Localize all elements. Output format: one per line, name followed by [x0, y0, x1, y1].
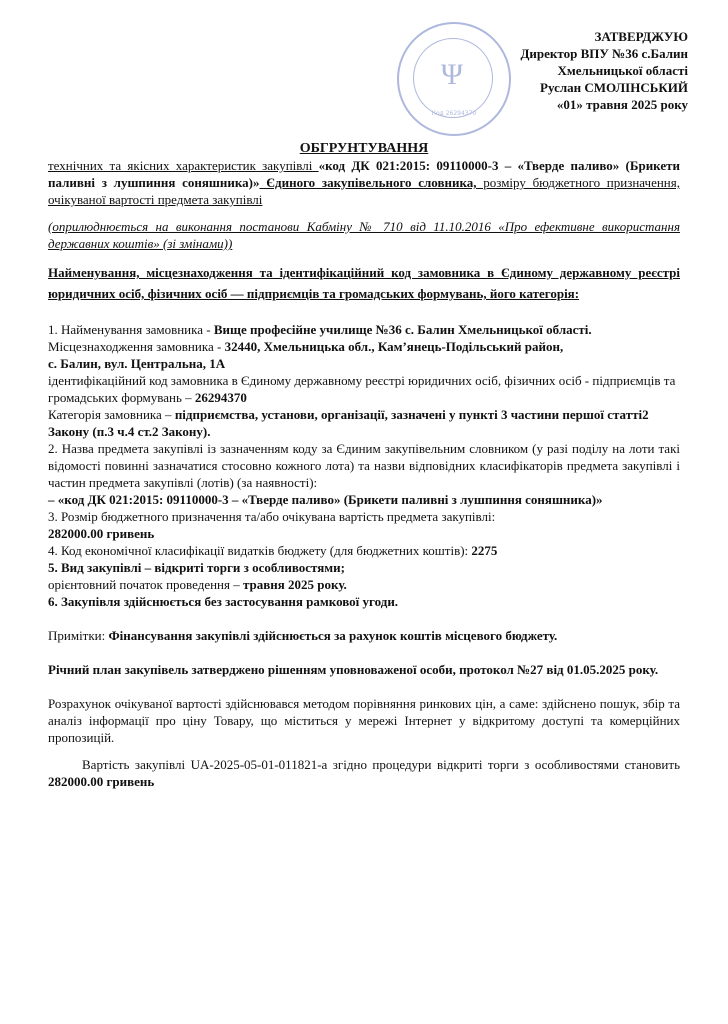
- trident-icon: Ψ: [440, 58, 464, 91]
- start-value: травня 2025 року.: [242, 577, 347, 592]
- item-1-label: 1. Найменування замовника -: [48, 322, 214, 337]
- item-5: [48, 559, 680, 576]
- item-6-value: без застосування рамкової угоди.: [204, 594, 399, 609]
- approval-position: Директор ВПУ №36 с.Балин: [520, 46, 688, 61]
- item-2: 2. Назва предмета закупівлі із зазначенням коду за Єдиним закупівельним словником (у разі поділу на лоти такі відомості повинні зазначатися стосовно кожного лота) та назви відповідних класифікаторів предмета закупівлі і частин предмета закупівлі (лотів) (за наявності):: [48, 441, 680, 490]
- approval-heading: ЗАТВЕРДЖУЮ: [594, 29, 688, 44]
- category-label: Категорія замовника –: [48, 407, 175, 422]
- customer-code: [48, 372, 680, 406]
- item-5-value: відкриті торги з особливостями;: [154, 560, 345, 575]
- notes-value: Фінансування закупівлі здійснюється за рахунок коштів місцевого бюджету.: [108, 628, 558, 643]
- item-6: [48, 593, 680, 610]
- code-label: ідентифікаційний код замовника в Єдиному державному реєстрі юридичних осіб, фізичних осіб - підприємців та громадських формувань –: [48, 373, 676, 405]
- seal-code: Код 26294370: [431, 110, 477, 117]
- item-3: 3. Розмір бюджетного призначення та/або очікувана вартість предмета закупівлі:: [48, 509, 496, 524]
- item-4: [48, 542, 680, 559]
- annual-plan: Річний план закупівель затверджено рішенням уповноваженої особи, протокол №27 від 01.05.2025 року.: [48, 662, 659, 677]
- approval-date: «01» травня 2025 року: [556, 97, 688, 112]
- cost-label: Вартість закупівлі UA-2025-05-01-011821-a згідно процедури відкриті торги з особливостями становить: [82, 757, 680, 772]
- procurement-start: [48, 576, 680, 593]
- location-label: Місцезнаходження замовника -: [48, 339, 225, 354]
- intro-text-d: розміру бюджетного призначення, очікуваної вартості предмета закупівлі: [48, 175, 680, 207]
- intro-paragraph: [48, 157, 680, 208]
- intro-dictionary: Єдиного закупівельного словника,: [259, 175, 477, 190]
- item-5-label: 5. Вид закупівлі –: [48, 560, 155, 575]
- cost-calculation: Розрахунок очікуваної вартості здійснювався методом порівняння ринкових цін, а саме: здійснено пошук, збір та аналіз інформації про ціну Товару, що міститься у мережі Інтернет у відкритому доступі та комерційних пропозицій.: [48, 696, 680, 745]
- intro-text-a: технічних та якісних характеристик закупівлі: [48, 158, 319, 173]
- code-value: 26294370: [194, 390, 247, 405]
- customer-address: с. Балин, вул. Центральна, 1А: [48, 356, 226, 371]
- document-title: ОБГРУНТУВАННЯ: [299, 141, 429, 156]
- publication-note: (оприлюднюється на виконання постанови Кабміну № 710 від 11.10.2016 «Про ефективне використання державних коштів» (зі змінами)): [48, 219, 680, 251]
- customer-heading: Найменування, місцезнаходження та ідентифікаційний код замовника в Єдиному державному реєстрі юридичних осіб, фізичних осіб — підприємців та громадських формувань, його категорія:: [48, 265, 680, 301]
- location-value: 32440, Хмельницька обл., Кам’янець-Подільський район,: [224, 339, 564, 354]
- approval-region: Хмельницької області: [557, 63, 688, 78]
- item-1: [48, 321, 680, 338]
- notes: [48, 627, 680, 644]
- intro-subject: «код ДК 021:2015: 09110000-3 – «Тверде паливо» (Брикети паливні з лушпиння соняшника)»: [48, 158, 680, 190]
- procurement-cost: [48, 756, 680, 790]
- item-3-value: 282000.00 гривень: [48, 526, 155, 541]
- item-2-value: – «код ДК 021:2015: 09110000-3 – «Тверде паливо» (Брикети паливні з лушпиння соняшника)»: [48, 492, 603, 507]
- approval-block: [458, 28, 688, 113]
- approval-signatory: Руслан СМОЛІНСЬКИЙ: [540, 80, 688, 95]
- notes-label: Примітки:: [48, 628, 109, 643]
- item-4-label: 4. Код економічної класифікації видатків бюджету (для бюджетних коштів):: [48, 543, 472, 558]
- document-body: [48, 140, 680, 790]
- start-label: орієнтовний початок проведення –: [48, 577, 243, 592]
- item-4-value: 2275: [471, 543, 498, 558]
- customer-location: [48, 338, 680, 355]
- customer-category: [48, 406, 680, 440]
- category-value: підприємства, установи, організації, зазначені у пункті 3 частини першої статті2 Закону (п.3 ч.4 ст.2 Закону).: [48, 407, 649, 439]
- cost-value: 282000.00 гривень: [48, 774, 155, 789]
- item-1-value: Вище професійне училище №36 с. Балин Хмельницької області.: [213, 322, 592, 337]
- item-6-label: 6. Закупівля здійснюється: [48, 594, 205, 609]
